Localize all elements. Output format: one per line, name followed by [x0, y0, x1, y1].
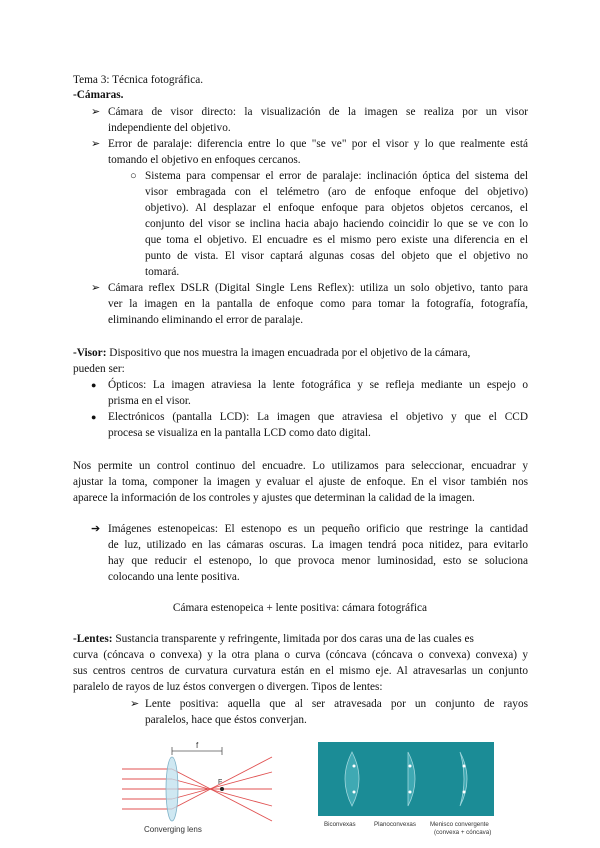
visor-item-2-line-1: Electrónicos (pantalla LCD): La imagen que atraviesa el objetivo y que el CCD: [108, 411, 528, 423]
subitem-line-1: Sistema para compensar el error de paralaje: inclinación óptica del sistema del: [145, 170, 528, 182]
page-title: Tema 3: Técnica fotográfica.: [73, 74, 204, 86]
focal-point: [220, 787, 224, 791]
lentes-line-3: sus centros centros de curvatura curvatura están en el mismo eje. Al atravesarlas un conjunto: [73, 665, 528, 677]
subitem-line-7: tomará.: [145, 266, 180, 278]
arrowhead-bullet-icon: ➢: [91, 106, 101, 118]
dot-bullet-icon: ●: [91, 412, 97, 422]
meniscus-caption: Menisco convergente: [430, 821, 489, 828]
converging-lens-caption: Converging lens: [144, 825, 202, 834]
arrowhead-bullet-icon: ➢: [130, 698, 140, 710]
visor-label: -Visor:: [73, 347, 107, 359]
lentes-item-line-1: Lente positiva: aquella que al ser atravesada por un conjunto de rayos: [145, 698, 528, 710]
estenopeicas-line-2: de luz, utilizado en las cámaras oscuras. La imagen tendrá poca nitidez, para evitarlo: [108, 539, 528, 551]
lentes-line-4: paralelo de rayos de luz éstos convergen o divergen. Tipos de lentes:: [73, 681, 383, 693]
subitem-line-3: objetivo). Al desplazar el enfoque enfoque para objetos objetos cercanos, el: [145, 202, 528, 214]
paragraph-line-1: Nos permite un control continuo del encuadre. Lo utilizamos para seleccionar, encuadrar y: [73, 460, 528, 472]
lentes-line-2: curva (cóncava o convexa) y la otra plana o curva (cóncava (cóncava o convexa) convexa) y: [73, 649, 528, 661]
meniscus-caption-sub: (convexa + cóncava): [434, 829, 492, 836]
visor-item-2-line-2: procesa se visualiza en la pantalla LCD como dato digital.: [108, 427, 371, 439]
visor-item-1-line-2: prisma en el visor.: [108, 395, 191, 407]
arrowhead-bullet-icon: ➢: [91, 282, 101, 294]
estenopeicas-line-3: hay que reducir el estenopo, lo que provoca menor luminosidad, esto se soluciona: [108, 555, 528, 567]
subitem-line-6: punto de vista. El visor captará algunas cosas del objeto que el objetivo no: [145, 250, 528, 262]
paragraph-line-2: ajustar la toma, componer la imagen y evaluar el ajuste de enfoque. En el visor también nos: [73, 476, 528, 488]
lens-types-background: [318, 742, 494, 816]
estenopeicas-line-4: colocando una lente positiva.: [108, 571, 240, 583]
visor-item-1-line-1: Ópticos: La imagen atraviesa la lente fotográfica y se refleja mediante un espejo o: [108, 379, 528, 391]
lentes-label: -Lentes:: [73, 633, 113, 645]
camaras-item-3-line-2: ver la imagen en la pantalla de enfoque como para tomar la fotografía, fotografía,: [108, 298, 528, 310]
focus-label: F: [218, 779, 223, 786]
subitem-line-2: visor embragada con el telémetro (aro de enfoque enfoque del objetivo): [145, 186, 528, 198]
estenopeicas-line-1: Imágenes estenopeicas: El estenopo es un pequeño orificio que restringe la cantidad: [108, 523, 528, 535]
biconvex-caption: Biconvexas: [324, 821, 356, 828]
camaras-item-2-line-1: Error de paralaje: diferencia entre lo que "se ve" por el visor y lo que realmente está: [108, 138, 528, 150]
converging-lens-diagram: [122, 739, 282, 834]
circle-bullet-icon: ○: [130, 170, 137, 182]
dot-bullet-icon: ●: [91, 380, 97, 390]
lentes-line-1: [73, 632, 528, 647]
arrowhead-bullet-icon: ➢: [91, 138, 101, 150]
lens-shape: [166, 757, 178, 821]
arrow-bullet-icon: ➔: [91, 523, 101, 535]
camaras-item-1-line-2: independiente del objetivo.: [108, 122, 231, 134]
subitem-line-4: conjunto del visor se inclina hacia abajo haciendo coincidir lo que se ve con lo: [145, 218, 528, 230]
focal-length-label: f: [196, 741, 199, 750]
center-caption: Cámara estenopeica + lente positiva: cámara fotográfica: [172, 602, 428, 614]
lentes-item-line-2: paralelos, hace que éstos converjan.: [145, 714, 307, 726]
camaras-item-1-line-1: Cámara de visor directo: la visualización de la imagen se realiza por un visor: [108, 106, 528, 118]
visor-line-2: pueden ser:: [73, 363, 125, 375]
planoconvex-caption: Planoconvexas: [374, 821, 416, 828]
lens-types-figure: [318, 742, 498, 838]
camaras-item-3-line-3: eliminando eliminando el error de paralaje.: [108, 314, 304, 326]
subitem-line-5: que toma el objetivo. El encuadre es el mismo pero existe una diferencia en el: [145, 234, 528, 246]
visor-line-1-text: Dispositivo que nos muestra la imagen encuadrada por el objetivo de la cámara,: [106, 347, 471, 359]
camaras-heading: -Cámaras.: [73, 89, 124, 101]
camaras-item-2-line-2: tomando el objetivo en enfoques cercanos.: [108, 154, 301, 166]
visor-line-1: [73, 346, 528, 361]
paragraph-line-3: aparece la información de los controles y ajustes que determinan la calidad de la imagen.: [73, 492, 475, 504]
camaras-item-3-line-1: Cámara reflex DSLR (Digital Single Lens Reflex): utiliza un solo objetivo, tanto para: [108, 282, 528, 294]
light-rays: [122, 757, 272, 821]
lentes-line-1-text: Sustancia transparente y refringente, limitada por dos caras una de las cuales es: [112, 633, 474, 645]
